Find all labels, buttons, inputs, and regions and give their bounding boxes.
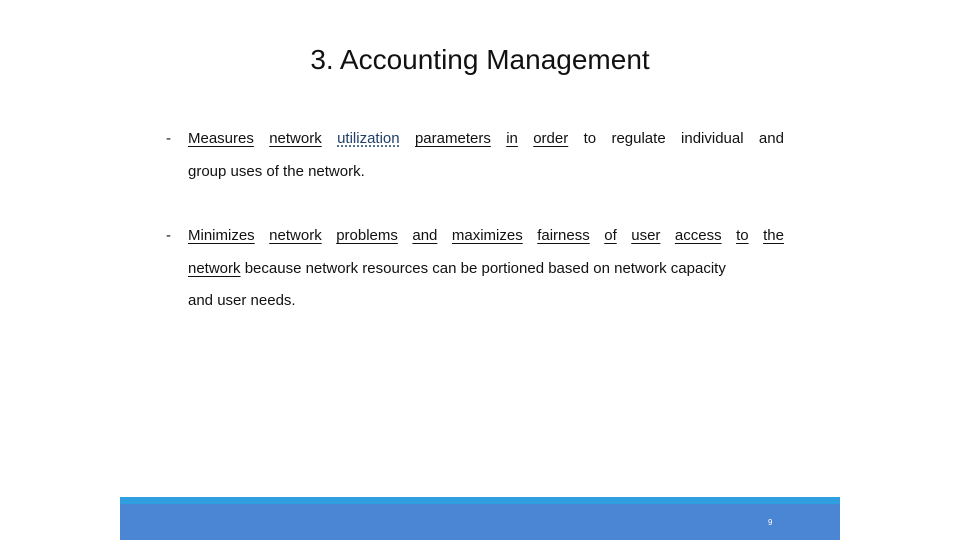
word: regulate [611,130,666,147]
word: of [604,227,617,244]
word: Minimizes [188,227,255,244]
word: to [583,130,597,147]
word: in [506,130,518,147]
footer-stripe [120,497,840,504]
bullet-marker: - [166,227,171,244]
word: order [533,130,569,147]
word: user [631,227,661,244]
word: individual [681,130,744,147]
word: access [674,227,722,244]
bullet-1-line-2: group uses of the network. [188,163,365,180]
word: to [736,227,749,244]
word: network [269,130,322,147]
word: maximizes [451,227,523,244]
bullet-1-line-1 [188,130,784,147]
word-highlighted: utilization [337,130,400,147]
word: parameters [414,130,491,147]
bullet-2-line-3: and user needs. [188,292,296,309]
word: Measures [188,130,254,147]
word: and [412,227,438,244]
bullet-2-line-2 [188,260,726,277]
word: network [269,227,322,244]
bullet-2-line-2-rest: because network resources can be portioned based on network capacity [240,260,726,277]
page-number: 9 [768,518,773,527]
bullet-2-line-1 [188,227,784,244]
word: fairness [537,227,590,244]
bullet-marker: - [166,130,171,147]
word: network [188,260,241,277]
slide-title: 3. Accounting Management [310,44,650,75]
word: and [758,130,784,147]
word: problems [336,227,398,244]
word: the [763,227,784,244]
